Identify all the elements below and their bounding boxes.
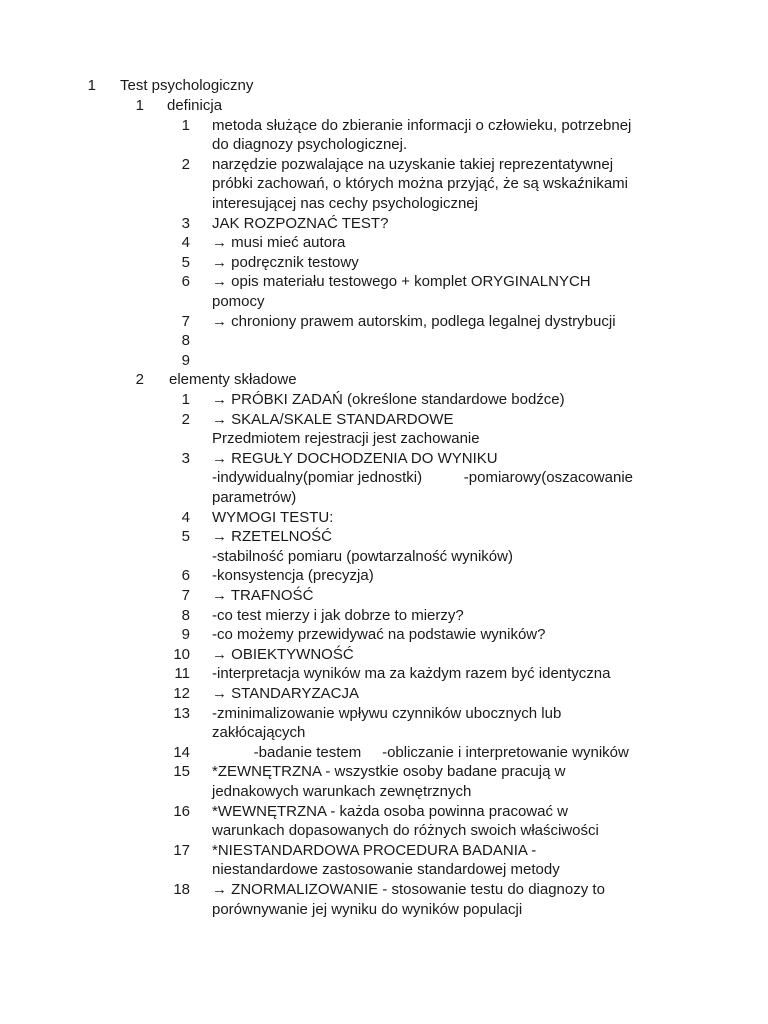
item-text: parametrów) — [212, 488, 297, 506]
item-number: 2 — [181, 410, 190, 428]
item-number: 13 — [173, 704, 190, 722]
item-text: warunkach dopasowanych do różnych swoich właściwości — [212, 822, 599, 840]
item-number: 11 — [174, 665, 190, 683]
item-number: 12 — [173, 685, 190, 702]
item-text: → chroniony prawem autorskim, podlega legalnej dystrybucji — [212, 312, 616, 330]
item-text: porównywanie jej wyniku do wyników populacji — [212, 900, 523, 918]
item-number: 2 — [181, 155, 190, 173]
item-number: 4 — [181, 234, 190, 252]
item-number: 7 — [181, 587, 190, 604]
item-text: do diagnozy psychologicznej. — [212, 136, 408, 154]
item-number: 3 — [181, 214, 190, 232]
item-text: → TRAFNOŚĆ — [212, 587, 314, 604]
outline-number: 2 — [135, 371, 144, 389]
item-number: 6 — [181, 567, 190, 585]
item-number: 5 — [181, 528, 190, 546]
heading-title: Test psychologiczny — [120, 77, 254, 94]
item-text: -indywidualny(pomiar jednostki) -pomiarowy(oszacowanie — [212, 469, 633, 487]
item-text: -konsystencja (precyzja) — [212, 567, 374, 585]
item-text: → STANDARYZACJA — [212, 685, 359, 702]
item-number: 17 — [173, 841, 190, 859]
item-text: -badanie testem -obliczanie i interpretowanie wyników — [212, 743, 629, 761]
item-number: 4 — [181, 508, 190, 526]
item-text: → RZETELNOŚĆ — [212, 528, 333, 546]
section-title: definicja — [167, 97, 223, 114]
item-text: jednakowych warunkach zewnętrznych — [212, 782, 472, 800]
item-text: JAK ROZPOZNAĆ TEST? — [212, 214, 389, 232]
item-text: narzędzie pozwalające na uzyskanie takiej reprezentatywnej — [212, 155, 614, 173]
item-text: Przedmiotem rejestracji jest zachowanie — [212, 430, 480, 448]
item-number: 7 — [181, 312, 190, 330]
item-text: → OBIEKTYWNOŚĆ — [212, 645, 354, 663]
item-text: → PRÓBKI ZADAŃ (określone standardowe bodźce) — [212, 391, 565, 408]
item-number: 9 — [181, 351, 190, 369]
item-text: → REGUŁY DOCHODZENIA DO WYNIKU — [212, 449, 498, 467]
item-text: metoda służące do zbieranie informacji o człowieku, potrzebnej — [212, 116, 632, 134]
item-text: WYMOGI TESTU: — [212, 508, 334, 526]
item-text: → SKALA/SKALE STANDARDOWE — [212, 410, 454, 428]
item-text: pomocy — [212, 292, 265, 310]
item-number: 1 — [181, 391, 190, 408]
item-text: interesującej nas cechy psychologicznej — [212, 194, 478, 212]
item-text: → podręcznik testowy — [212, 253, 359, 271]
item-text: → musi mieć autora — [212, 234, 346, 252]
item-text: niestandardowe zastosowanie standardowej metody — [212, 861, 560, 879]
item-text: -stabilność pomiaru (powtarzalność wyników) — [212, 547, 513, 565]
item-number: 9 — [181, 626, 190, 644]
outline-number: 1 — [87, 77, 96, 94]
item-text: -zminimalizowanie wpływu czynników ubocznych lub — [212, 704, 562, 722]
section-title: elementy składowe — [169, 371, 297, 389]
item-text: -interpretacja wyników ma za każdym razem być identyczna — [212, 665, 611, 683]
item-number: 8 — [181, 332, 190, 350]
item-text: *ZEWNĘTRZNA - wszystkie osoby badane pracują w — [212, 763, 566, 781]
item-number: 5 — [181, 253, 190, 271]
item-number: 1 — [181, 116, 190, 134]
item-number: 16 — [173, 802, 190, 820]
item-number: 18 — [173, 881, 190, 898]
outline-number: 1 — [135, 97, 144, 114]
item-text: *NIESTANDARDOWA PROCEDURA BADANIA - — [212, 841, 537, 859]
item-number: 14 — [173, 743, 190, 761]
item-text: *WEWNĘTRZNA - każda osoba powinna pracować w — [212, 802, 568, 820]
item-text: -co test mierzy i jak dobrze to mierzy? — [212, 606, 464, 624]
item-text: zakłócających — [212, 724, 306, 742]
item-number: 6 — [181, 273, 190, 291]
item-number: 15 — [173, 763, 190, 781]
item-text: → opis materiału testowego + komplet ORYGINALNYCH — [212, 273, 591, 291]
item-number: 3 — [181, 449, 190, 467]
item-text: próbki zachowań, o których można przyjąć, że są wskaźnikami — [212, 175, 629, 193]
item-text: -co możemy przewidywać na podstawie wyników? — [212, 626, 546, 644]
item-number: 8 — [181, 606, 190, 624]
item-number: 10 — [173, 645, 190, 663]
item-text: → ZNORMALIZOWANIE - stosowanie testu do diagnozy to — [212, 881, 605, 898]
